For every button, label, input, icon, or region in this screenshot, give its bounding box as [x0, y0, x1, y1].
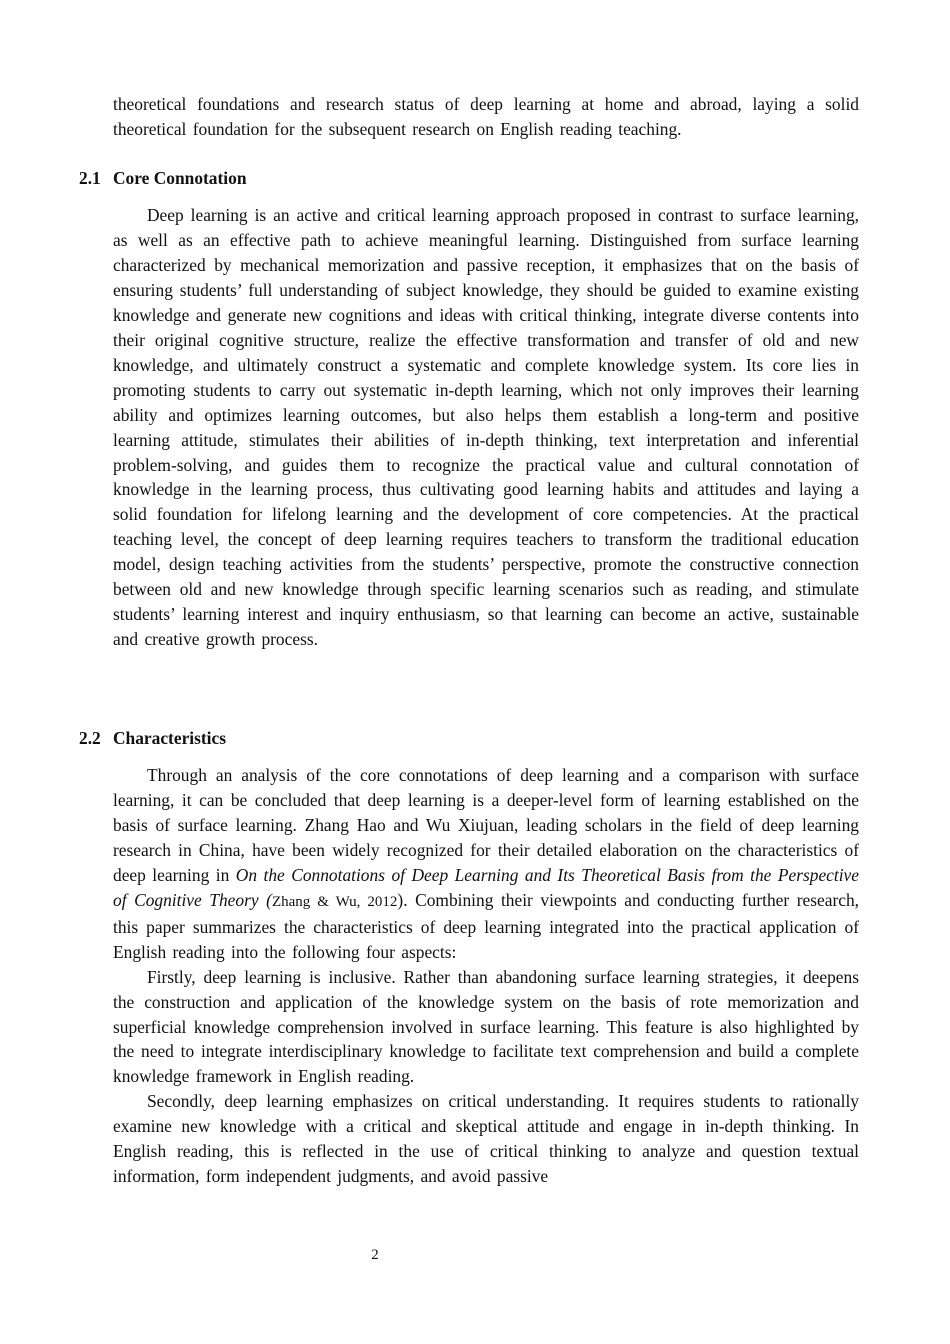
paragraph-text: Through an analysis of the core connotations of deep learning and a comparison with surface learning, it can be concluded that deep learning is a deeper-level form of learning established on the basis of surface learning. Zhang Hao and Wu Xiujuan, leading scholars in the field of deep learning research in China, have been widely recognized for their detailed elaboration on the characteristics of deep learning in — [113, 765, 859, 885]
section-heading-2-1 — [79, 166, 247, 191]
body-paragraph: Firstly, deep learning is inclusive. Rather than abandoning surface learning strategies, it deepens the construction and application of the knowledge system on the basis of rote memorization and superficial knowledge comprehension involved in surface learning. This feature is also highlighted by the need to integrate interdisciplinary knowledge to facilitate text comprehension and build a complete knowledge framework in English reading. — [113, 966, 859, 1087]
body-paragraph — [113, 763, 859, 965]
page-number: 2 — [371, 1247, 379, 1263]
paragraph-text: ). Combining their viewpoints and conducting further research, this paper summarizes the characteristics of deep learning integrated into the practical application of English reading into the following four aspects: — [113, 889, 859, 962]
section-body-2-1 — [113, 203, 859, 652]
section-body-2-2 — [113, 763, 859, 1189]
section-title: Characteristics — [113, 728, 226, 748]
book-title: On the Connotations of Deep Learning and Its Theoretical Basis from the Perspective of Cognitive Theory ( — [113, 864, 859, 910]
citation: Zhang & Wu, 2012 — [271, 893, 398, 910]
section-heading-2-2 — [79, 726, 226, 751]
section-title: Core Connotation — [113, 168, 247, 188]
body-paragraph: Secondly, deep learning emphasizes on critical understanding. It requires students to rationally examine new knowledge with a critical and skeptical attitude and engage in in-depth thinking. In English reading, this is reflected in the use of critical thinking to analyze and question textual information, form independent judgments, and avoid passive — [113, 1091, 859, 1187]
intro-paragraph: theoretical foundations and research status of deep learning at home and abroad, laying a solid theoretical foundation for the subsequent research on English reading teaching. — [113, 94, 859, 139]
section-number: 2.2 — [79, 728, 101, 748]
section-number: 2.1 — [79, 168, 101, 188]
body-paragraph: Deep learning is an active and critical learning approach proposed in contrast to surface learning, as well as an effective path to achieve meaningful learning. Distinguished from surface learning characterized by mechanical memorization and passive reception, it emphasizes that on the basis of ensuring students’ full understanding of subject knowledge, they should be guided to examine existing knowledge and generate new cognitions and ideas with critical thinking, integrate diverse contents into their original cognitive structure, realize the effective transformation and transfer of old and new knowledge, and ultimately construct a systematic and complete knowledge system. Its core lies in promoting students to carry out systematic in-depth learning, which not only improves their learning ability and optimizes learning outcomes, but also helps them establish a long-term and positive learning attitude, stimulates their abilities of in-depth thinking, text interpretation and inferential problem-solving, and guides them to recognize the practical value and cultural connotation of knowledge in the learning process, thus cultivating good learning habits and attitudes and laying a solid foundation for lifelong learning and the development of core competencies. At the practical teaching level, the concept of deep learning requires teachers to transform the traditional education model, design teaching activities from the students’ perspective, promote the constructive connection between old and new knowledge through specific learning scenarios such as reading, and stimulate students’ learning interest and inquiry enthusiasm, so that learning can become an active, sustainable and creative growth process. — [113, 205, 859, 650]
